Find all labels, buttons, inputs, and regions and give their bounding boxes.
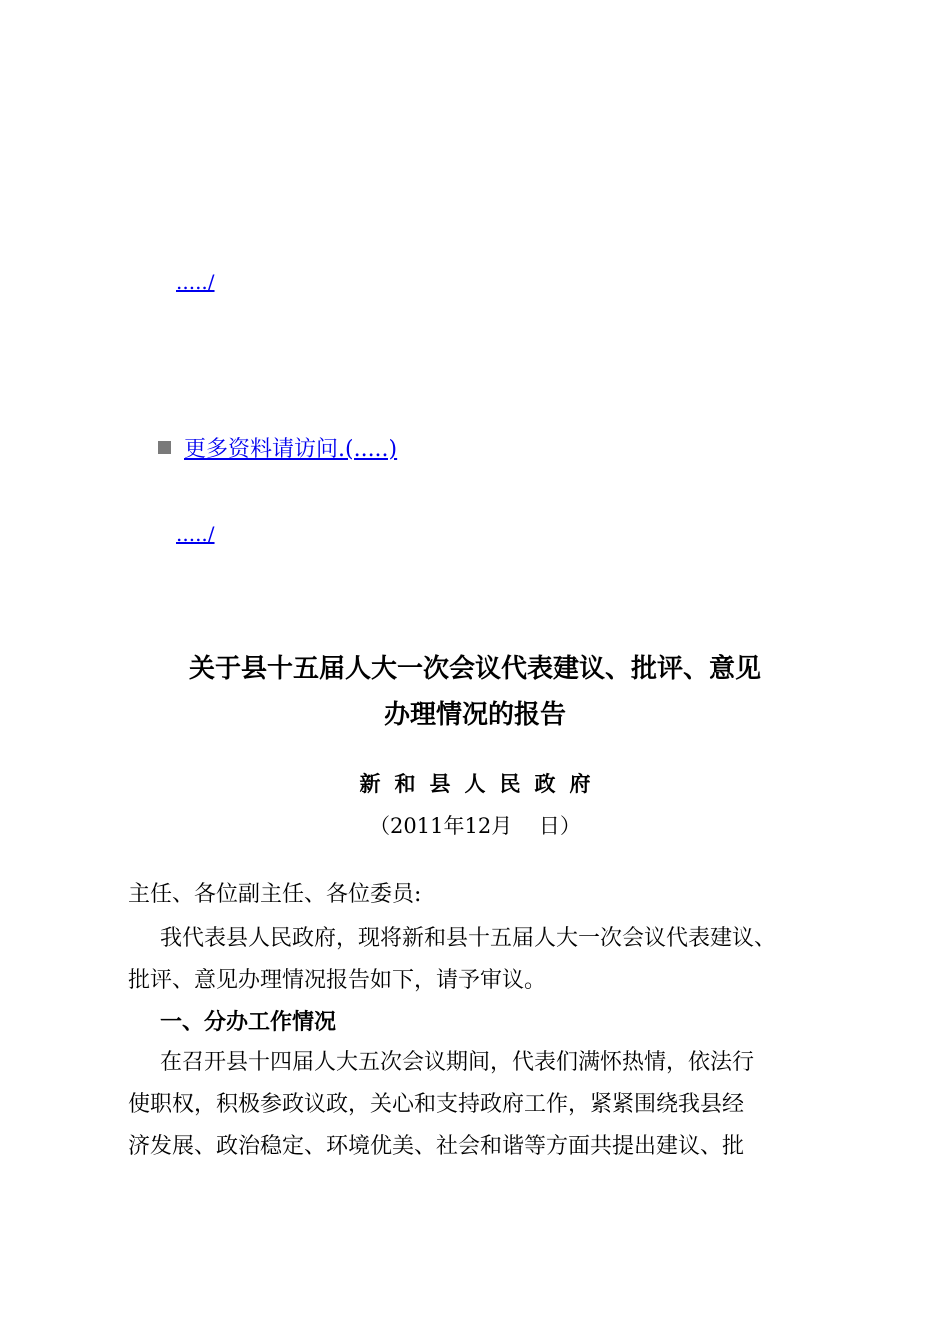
paragraph-2-line-2: 使职权，积极参政议政，关心和支持政府工作，紧紧围绕我县经 [128, 1092, 745, 1117]
link-top[interactable]: ...../ [176, 270, 215, 294]
paragraph-2-line-3: 济发展、政治稳定、环境优美、社会和谐等方面共提出建议、批 [128, 1134, 745, 1159]
salutation: 主任、各位副主任、各位委员: [128, 882, 422, 907]
report-title-line-2: 办理情况的报告 [383, 700, 566, 730]
report-title-line-1: 关于县十五届人大一次会议代表建议、批评、意见 [188, 654, 761, 684]
paragraph-2-line-1: 在召开县十四届人大五次会议期间，代表们满怀热情，依法行 [160, 1050, 755, 1075]
paragraph-1-line-2: 批评、意见办理情况报告如下，请予审议。 [128, 968, 547, 993]
paragraph-1-line-1: 我代表县人民政府，现将新和县十五届人大一次会议代表建议、 [160, 926, 777, 951]
report-date: （2011年12月 日） [369, 814, 581, 838]
issuer-name: 新和县人民政府 [359, 771, 605, 796]
section-1-heading: 一、分办工作情况 [160, 1010, 337, 1035]
more-resources-link[interactable]: 更多资料请访问.(.....) [184, 437, 398, 462]
link-bottom[interactable]: ...../ [176, 522, 215, 546]
square-bullet-icon [158, 441, 171, 454]
